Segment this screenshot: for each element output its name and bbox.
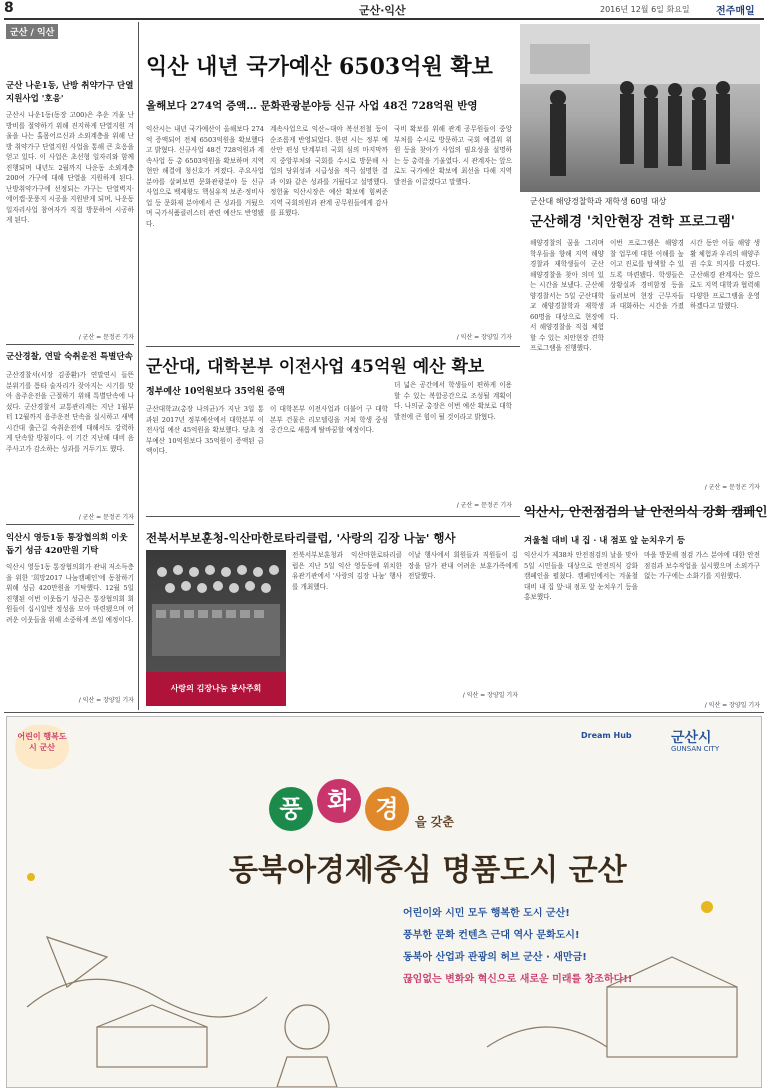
coast-byline: / 군산 = 문정곤 기자: [704, 484, 760, 491]
slogan-line: 동북아 산업과 관광의 허브 군산 · 새만금!: [403, 952, 587, 963]
divider: [146, 346, 520, 347]
modern-roof-sketch: [607, 957, 737, 987]
univ-subheadline: 정부예산 10억원보다 35억원 증액: [146, 387, 285, 397]
divider: [6, 344, 134, 345]
divider: [6, 524, 134, 525]
sidebar-article-1-title: 군산 나운1동, 난방 취약가구 단열지원사업 '호응': [6, 81, 134, 104]
univ-byline: / 군산 = 문정곤 기자: [456, 502, 512, 509]
page-number: 8: [4, 0, 14, 16]
child-figure-sketch: [285, 1005, 329, 1049]
safety-body-col2: 마을 방문해 점검 가스 분야에 대한 안전점검과 보수작업을 실시했으며 소외가구 없는 가구에는 소화기를 지원했다.: [644, 551, 760, 580]
divider: [4, 712, 764, 713]
safety-subheadline: 겨울철 대비 내 집 · 내 점포 앞 눈치우기 등: [524, 536, 685, 546]
section-name: 군산·익산: [359, 4, 406, 17]
sidebar-article-3-byline: / 익산 = 장양일 기자: [78, 697, 134, 704]
newspaper-name: 전주매일: [716, 6, 755, 17]
univ-body-col1: 군산대학교(총장 나의균)가 지난 3일 통과된 2017년 정부예산에서 대학본부 이전사업 예산 45억원을 확보했다. 당초 정부예산 10억원보다 35억원이 증액된 금액이다.: [146, 405, 264, 455]
sidebar-article-1-body: 군산시 나운1동(동장 고00)은 추운 겨울 난방비를 절약하기 위해 진지하게 단열지원 겨울을 나는 홀몸어르신과 소외계층을 위해 난방 취약가구 단열지원 사업을 통해 큰 호응을 얻고 있다. 이 사업은 초선형 일자리와 함께 진행되며 내년도 2월까지 나운동 소외계층 200여 가구에 대해 단열을 지원하게 된다. 난방취약가구에 선정되는 가구는 단열벽지·에어캡·문풍지 시공을 지원받게 되며, 나운동 일자리사업 참여자가 직접 방문하여 시공하게 된다.: [6, 111, 134, 224]
kimchi-photo: [146, 550, 286, 706]
dream-hub-logo: Dream Hub: [581, 731, 632, 740]
issue-date: 2016년 12월 6일 화요일: [600, 5, 690, 14]
coast-headline: 군산해경 '치안현장 견학 프로그램': [530, 214, 735, 230]
slogan-line: 끊임없는 변화와 혁신으로 새로운 미래를 창조하다!!: [403, 974, 633, 985]
photo-caption: 군산대 해양경찰학과 재학생 60명 대상: [530, 197, 667, 206]
main-body-col2: 계속사업으로 익산~대야 복선전철 등이 순조롭게 반영되었다. 한편 시는 정부 예산안 편성 단계부터 국회 심의 마지막까지 중앙부처와 국회를 수시로 방문해 사업의 당위성과 시급성을 적극 설명한 결과 이와 같은 성과를 거뒀다고 설명했다. 정헌율 익산시장은 예산 확보에 힘써준 지역 국회의원과 관계 공무원들에게 감사를 표했다.: [270, 125, 388, 217]
sidebar-article-2-title: 군산경찰, 연말 숙취운전 특별단속: [6, 352, 133, 362]
masthead: [4, 0, 764, 20]
gunsan-city-subtitle: GUNSAN CITY: [671, 745, 720, 753]
section-tag: 군산 / 익산: [6, 24, 58, 39]
kimchi-body-col2: 이날 행사에서 회원들과 직원들이 김장을 담가 관내 어려운 보훈가족에게 전달했다.: [408, 551, 518, 580]
coastline-sketch: [27, 979, 267, 1017]
building-roof-sketch: [97, 1005, 207, 1027]
sidebar-article-3-title: 익산시 영등1동 통장협의회 이웃돕기 성금 420만원 기탁: [6, 533, 128, 556]
slogan-line: 어린이와 시민 모두 행복한 도시 군산!: [403, 908, 570, 919]
main-byline: / 익산 = 장양일 기자: [456, 334, 512, 341]
city-advertisement: [6, 716, 762, 1088]
kimchi-byline: / 익산 = 장양일 기자: [462, 692, 518, 699]
coast-guard-photo-figures: [520, 24, 760, 192]
ad-illustration: [7, 757, 761, 1087]
kimchi-banner: 사랑의 김장나눔 봉사주회: [146, 672, 286, 706]
univ-body-col3: 더 넓은 공간에서 학생들이 편하게 이용할 수 있는 복합공간으로 조성될 계획이다. 나의균 총장은 이번 예산 확보로 대학 발전에 큰 힘이 될 것이라고 밝혔다.: [394, 381, 512, 421]
univ-headline: 군산대, 대학본부 이전사업 45억원 예산 확보: [146, 357, 485, 377]
modern-building-sketch: [607, 987, 737, 1057]
slogan-tail: 을 갖춘: [415, 815, 454, 829]
gunsan-city-logo: 군산시: [671, 730, 712, 746]
main-body-col3: 국비 확보를 위해 관계 공무원들이 중앙부처를 수시로 방문하고 국회 예결위 위원 등을 찾아가 사업의 필요성을 설명하는 등 총력을 기울였다. 시 관계자는 앞으로도 국가예산 확보에 최선을 다해 지역 발전을 이끌겠다고 말했다.: [394, 125, 512, 186]
sidebar-article-2-byline: / 군산 = 문정곤 기자: [78, 514, 134, 521]
safety-body-col1: 익산시가 제38차 안전점검의 날을 맞아 5일 시민들을 대상으로 안전의식 강화 캠페인을 펼쳤다. 캠페인에서는 겨울철 대비 내 집 앞·내 점포 앞 눈치우기 등을 홍보했다.: [524, 551, 638, 601]
coast-body-col2: 이번 프로그램은 해양경찰 업무에 대한 이해를 높이고 진로를 탐색할 수 있도록 마련됐다. 학생들은 상황실과 경비함정 등을 둘러보며 현장 근무자들과 대화하는 시간을 가졌다.: [610, 239, 684, 321]
main-subheadline: 올해보다 274억 증액… 문화관광분야등 신규 사업 48건 728억원 반영: [146, 100, 478, 112]
sidebar-article-2-body: 군산경찰서(서장 김종환)가 연말연시 들뜬 분위기를 틈타 술자리가 잦아지는 시기를 맞아 음주운전을 근절하기 위해 특별단속에 나섰다. 군산경찰서 교통관리계는 지난 1월부터 12월까지 음주운전 단속을 실시하고 새벽 시간대 출근길 숙취운전에 대해서도 강력하게 단속할 방침이다. 이 기간 지난해 대비 음주사고가 감소하는 성과를 거두기도 했다.: [6, 371, 134, 453]
main-headline: 익산 내년 국가예산 6503억원 확보: [146, 54, 493, 80]
slogan-hwa: 화: [317, 779, 361, 823]
sidebar-article-1-byline: / 군산 = 문정곤 기자: [78, 334, 134, 341]
sidebar-article-3-body: 익산시 영등1동 통장협의회가 관내 저소득층을 위한 '희망2017 나눔캠페인'에 동참하기 위해 성금 420만원을 기탁했다. 12월 5일 진행된 이번 이웃돕기 성금은 통장협의회 회원들이 십시일반 정성을 모아 마련됐으며 어려운 이웃들을 위해 소중하게 쓰일 예정이다.: [6, 563, 134, 624]
divider: [146, 516, 520, 517]
slogan-line: 풍부한 문화 컨텐츠 근대 역사 문화도시!: [403, 930, 580, 941]
slogan-gyeong: 경: [365, 787, 409, 831]
kimchi-body-col1: 전북서부보훈청과 익산마한로타리클럽은 지난 5일 익산 영등동에 위치한 유관기관에서 '사랑의 김장 나눔' 행사를 개최했다.: [292, 551, 402, 591]
city-slogan: 동북아경제중심 명품도시 군산: [229, 853, 627, 888]
safety-headline: 익산시, 안전점검의 날 안전의식 강화 캠페인: [524, 504, 768, 519]
kimchi-photo-crowd: [146, 550, 286, 670]
column-rule: [138, 22, 139, 710]
coast-guard-photo: [520, 24, 760, 192]
coast-body-col1: 해양경찰의 꿈을 그리며 학우들을 향해 지역 해양경찰과 재학생들이 군산해양경찰을 찾아 의미 있는 시간을 보냈다. 군산해양경찰서는 5일 군산대학교 해양경찰학과 재학생 60명을 대상으로 현장에서 해양경찰을 직접 체험할 수 있는 치안현장 견학 프로그램을 진행했다.: [530, 239, 604, 352]
univ-body-col2: 이 대학본부 이전사업과 더불어 구 대학본부 건물은 리모델링을 거쳐 학생 중심 공간으로 새롭게 탈바꿈할 예정이다.: [270, 405, 388, 434]
coast-body-col3: 시간 동안 이들 해양 생활 체험과 우리의 해양주권 수호 의지를 다졌다. 군산해경 관계자는 앞으로도 지역 대학과 협력해 다양한 프로그램을 운영하겠다고 말했다.: [690, 239, 760, 310]
kids-city-logo: 어린이 행복도시 군산: [15, 725, 69, 769]
kimchi-headline: 전북서부보훈청-익산마한로타리클럽, '사랑의 김장 나눔' 행사: [146, 531, 456, 545]
safety-byline: / 익산 = 장양일 기자: [704, 702, 760, 709]
historic-building-sketch: [97, 1027, 207, 1067]
bridge-sketch: [487, 1027, 607, 1047]
main-body-col1: 익산시는 내년 국가예산이 올해보다 274억 증액되어 전체 6503억원을 확보했다고 밝혔다. 신규사업 48건 728억원과 계속사업 등 총 6503억원을 확보하며 지역 현안 해결에 청신호가 켜졌다. 주요사업 분야를 살펴보면 문화관광분야 등 신규 사업으로 백제왕도 핵심유적 보존·정비사업 등 문화재 분야에서 큰 성과를 거뒀으며 국가식품클러스터 관련 예산도 반영됐다.: [146, 125, 264, 228]
slogan-pung: 풍: [269, 787, 313, 831]
